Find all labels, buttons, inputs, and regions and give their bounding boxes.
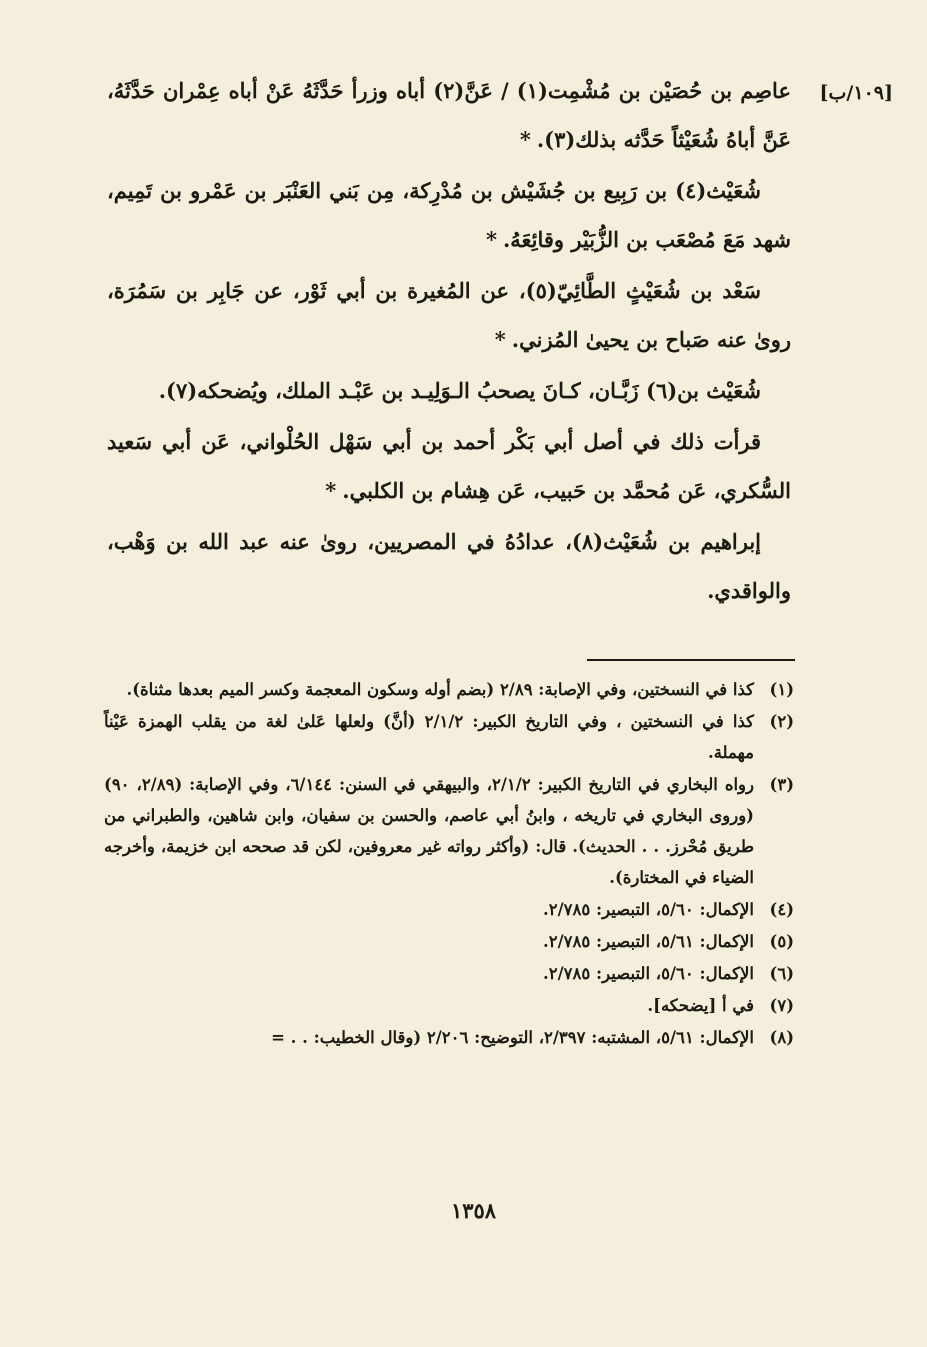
footnote: [104, 894, 794, 925]
footnote-number: (٢): [769, 712, 794, 731]
footnote: [104, 769, 794, 893]
entry-text: شُعَيْث(٤) بن رَبِيع بن جُشَيْش بن مُدْرِكة، مِن بَني العَنْبَر بن عَمْرو بن تَمِيم، شهد مَعَ مُصْعَب بن الزُّبَيْر وقائِعَهُ.: [107, 178, 791, 252]
footnote-text: كذا في النسختين ، وفي التاريخ الكبير: ٢/١/٢ (أنَّ) ولعلها عَلىٰ لغة من يقلب الهمزة عَيْناً مهملة.: [104, 712, 754, 762]
footnotes: [104, 674, 794, 1054]
entry-paragraph: [107, 417, 791, 515]
entry-text: قرأت ذلك في أصل أبي بَكْر أحمد بن أبي سَهْل الحُلْواني، عَن أبي سَعيد السُّكري، عَن مُحمَّد بن حَبيب، عَن هِشام بن الكلبي.: [107, 429, 791, 503]
footnote-number: (١): [769, 680, 794, 699]
entry-text: سَعْد بن شُعَيْثٍ الطَّائِيّ(٥)، عن المُغيرة بن أبي ثَوْر، عن جَابِر بن سَمُرَة، روىٰ عنه صَباح بن يحيىٰ المُزني.: [107, 278, 791, 352]
entry-paragraph: [107, 366, 791, 415]
page-number: ١٣٥٨: [450, 1198, 497, 1223]
entry-text: إبراهيم بن شُعَيْث(٨)، عدادُهُ في المصريين، روىٰ عنه عبد الله بن وَهْب، والواقدي.: [107, 529, 791, 603]
entry-text: عاصِم بن حُصَيْن بن مُشْمِت(١) / عَنَّ(٢) أباه وزرأ حَدَّثَهُ عَنْ أباه عِمْران حَدَّثَهُ، عَنَّ أباهُ شُعَيْثاً حَدَّثه بذلك(٣).: [107, 78, 791, 152]
footnote-text: الإكمال: ٥/٦١، المشتبه: ٢/٣٩٧، التوضيح: ٢/٢٠٦ (وقال الخطيب: . . =: [271, 1028, 754, 1047]
footnote: [104, 674, 794, 705]
entry-paragraph: [107, 266, 791, 364]
footnote-text: رواه البخاري في التاريخ الكبير: ٢/١/٢، والبيهقي في السنن: ٦/١٤٤، وفي الإصابة: (٢/٨٩، ٩٠) (وروى البخاري في تاريخه ، وابنُ أبي عاصم، والحسن بن سفيان، وابن شاهين، والطبراني من طريق مُحْرز. . . الحديث). قال: (وأكثر رواته غير معروفين، لكن قد صححه ابن خزيمة، وأخرجه الضياء في المختارة).: [104, 775, 754, 887]
footnote-number: (٦): [769, 964, 794, 983]
footnote-number: (٨): [769, 1028, 794, 1047]
margin-folio-reference: [١٠٩/ب]: [819, 82, 893, 104]
footnote: [104, 990, 794, 1021]
footnote-number: (٥): [769, 932, 794, 951]
footnote-separator: [587, 659, 795, 661]
entry-text: شُعَيْث بن(٦) زَبَّـان، كـانَ يصحبُ الـوَلِيـد بن عَبْـد الملك، ويُضحكه(٧).: [158, 378, 761, 403]
footnote: [104, 926, 794, 957]
footnote-text: كذا في النسختين، وفي الإصابة: ٢/٨٩ (بضم أوله وسكون المعجمة وكسر الميم بعدها مثناة).: [126, 680, 754, 699]
footnote: [104, 706, 794, 768]
footnote-number: (٤): [769, 900, 794, 919]
footnote-text: الإكمال: ٥/٦١، التبصير: ٢/٧٨٥.: [543, 932, 754, 951]
footnote: [104, 958, 794, 989]
footnote-number: (٣): [769, 775, 794, 794]
footnote-number: (٧): [769, 996, 794, 1015]
footnote: [104, 1022, 794, 1053]
entry-end-marker: *: [325, 478, 337, 503]
main-text: [107, 66, 791, 615]
entry-end-marker: *: [494, 327, 506, 352]
entry-paragraph: [107, 166, 791, 264]
entry-end-marker: *: [485, 227, 497, 252]
entry-paragraph: [107, 66, 791, 164]
footnote-text: الإكمال: ٥/٦٠، التبصير: ٢/٧٨٥.: [543, 964, 754, 983]
entry-paragraph: [107, 517, 791, 615]
footnote-text: الإكمال: ٥/٦٠، التبصير: ٢/٧٨٥.: [543, 900, 754, 919]
footnote-text: في أ [يضحكه].: [647, 996, 754, 1015]
entry-end-marker: *: [519, 127, 531, 152]
